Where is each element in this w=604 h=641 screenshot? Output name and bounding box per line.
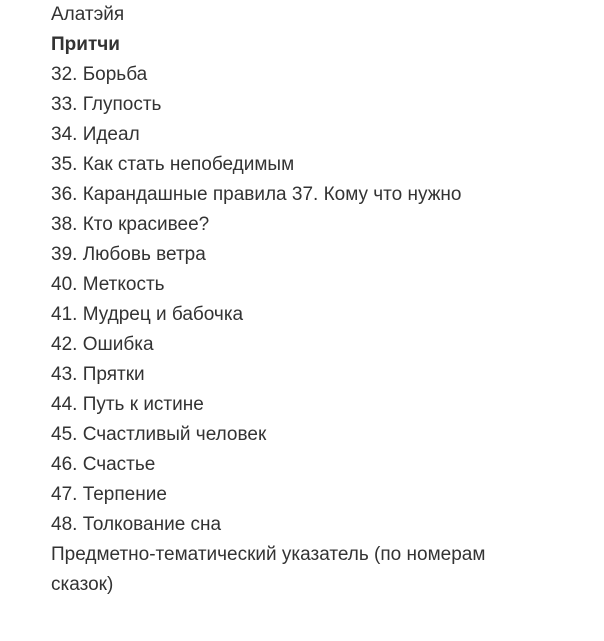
toc-item: 43. Прятки: [51, 364, 145, 385]
subject-index-line: Предметно-тематический указатель (по номерам сказок): [51, 544, 486, 595]
toc-item: 48. Толкование сна: [51, 514, 222, 535]
toc-item: 40. Меткость: [51, 274, 165, 295]
toc-item: 38. Кто красивее?: [51, 214, 210, 235]
section-title: Притчи: [51, 34, 120, 55]
toc-item: 36. Карандашные правила 37. Кому что нужно: [51, 184, 462, 205]
toc-content: [51, 0, 571, 600]
toc-item: 39. Любовь ветра: [51, 244, 206, 265]
author-name: Алатэйя: [51, 4, 125, 25]
toc-item: 45. Счастливый человек: [51, 424, 267, 445]
toc-item: 47. Терпение: [51, 484, 167, 505]
toc-item: 33. Глупость: [51, 94, 162, 115]
toc-item: 41. Мудрец и бабочка: [51, 304, 244, 325]
toc-item: 32. Борьба: [51, 64, 148, 85]
toc-item: 42. Ошибка: [51, 334, 154, 355]
toc-item: 46. Счастье: [51, 454, 156, 475]
toc-item: 34. Идеал: [51, 124, 140, 145]
toc-item: 35. Как стать непобедимым: [51, 154, 295, 175]
toc-item: 44. Путь к истине: [51, 394, 204, 415]
